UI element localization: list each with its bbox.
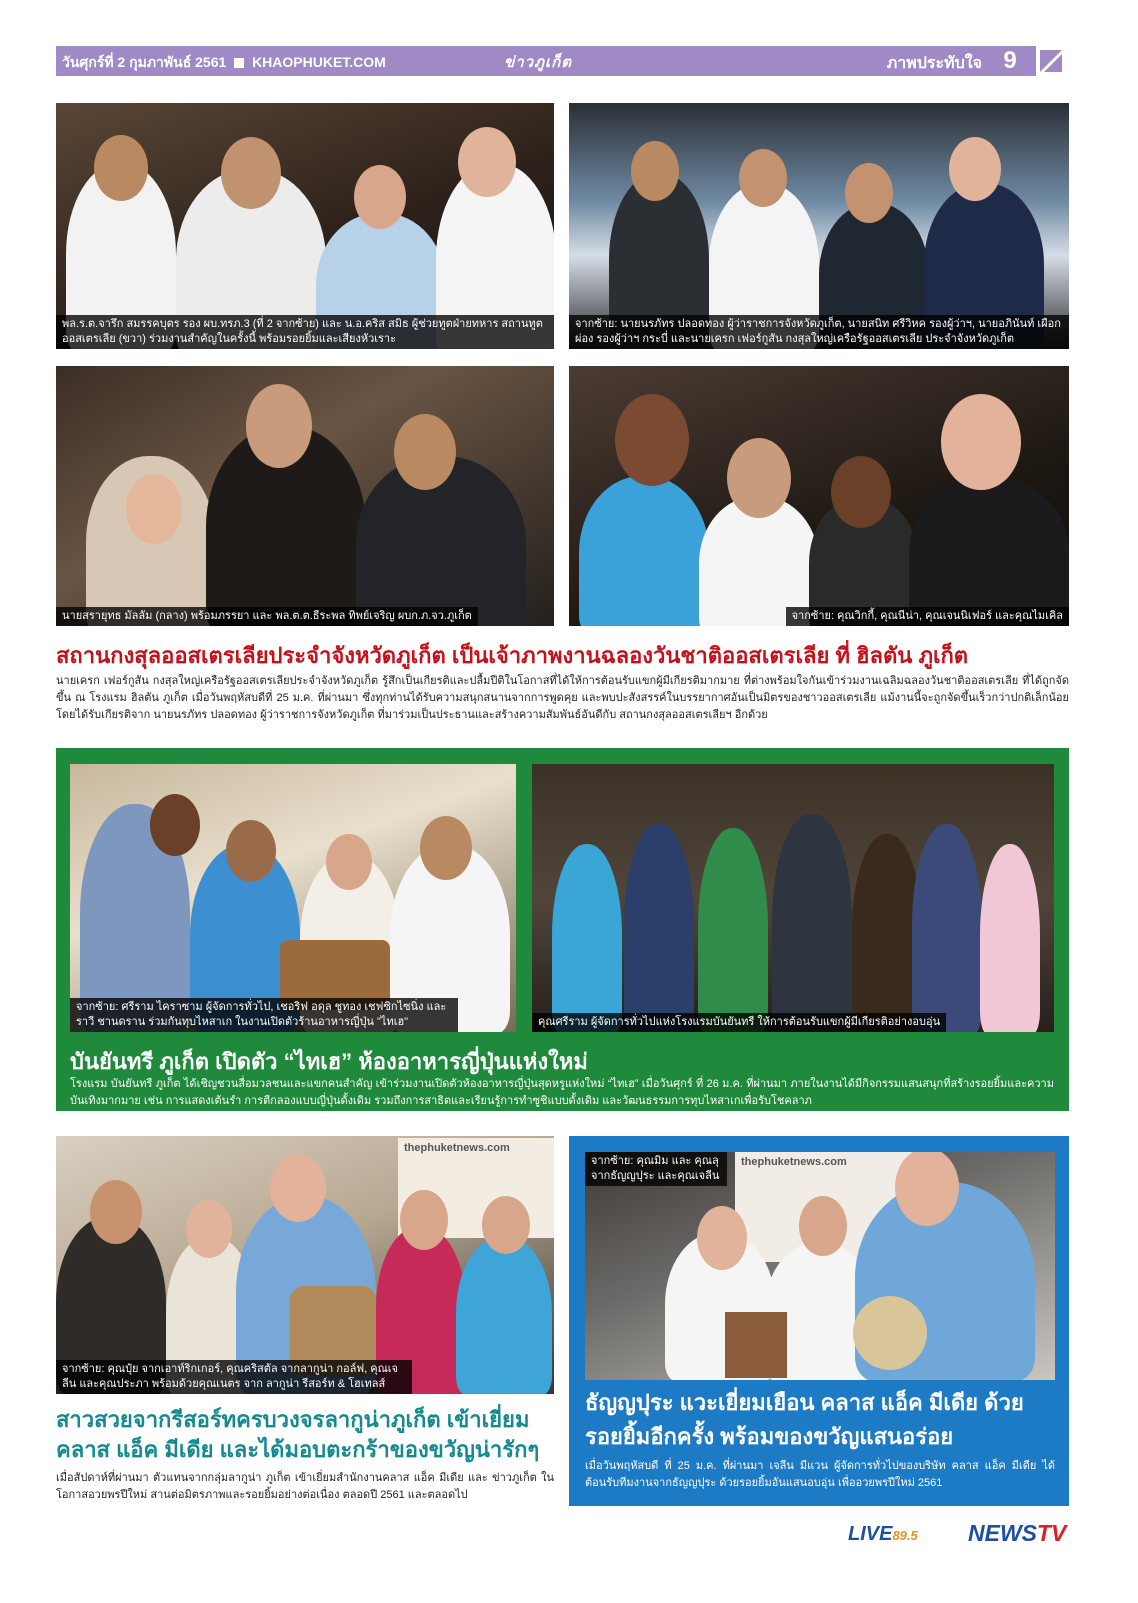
photo-caption: จากซ้าย: คุณมิม และ คุณลุ จากธัญญปุระ และคุณเจลีน <box>585 1152 727 1186</box>
photo-couple-police <box>56 366 554 626</box>
photo-caption: จากซ้าย: คุณปุ๋ย จากเอาท์ริกเกอร์, คุณคริสตัล จากลากูน่า กอล์ฟ, คุณเจลีน และคุณประภา พร้อมด้วยคุณเนตร จาก ลากูน่า รีสอร์ท & โฮเทลส์ <box>56 1360 412 1394</box>
photo-laguna-visit <box>56 1136 554 1394</box>
photo-thanyapura-visit <box>585 1152 1055 1380</box>
banner-text: thephuketnews.com <box>741 1156 847 1168</box>
article-body: โรงแรม บันยันทรี ภูเก็ต ได้เชิญชวนสื่อมวลชนและแขกคนสำคัญ เข้าร่วมงานเปิดตัวห้องอาหารญี่ปุ่นสุดหรูแห่งใหม่ “ไทเฮ” เมื่อวันศุกร์ ที่ 26 ม.ค. ที่ผ่านมา ภายในงานได้มีกิจกรรมแสนสนุกที่สร้างรอยยิ้มและความบันเทิงมากมาย เช่น การแสดงเต้นรำ การตีกลองแบบญี่ปุ่นดั้งเดิม รวมถึงการสาธิตและเรียนรู้การทำซูชิแบบดั้งเดิม และวัฒนธรรมการทุบไหสาเกเพื่อรับโชคลาภ <box>70 1078 1054 1107</box>
photo-caption: นายสรายุทธ มัลลัม (กลาง) พร้อมภรรยา และ พล.ต.ต.ธีระพล ทิพย์เจริญ ผบก.ภ.จว.ภูเก็ต <box>56 607 478 626</box>
article-body: เมื่อวันพฤหัสบดี ที่ 25 ม.ค. ที่ผ่านมา เจลีน มีแวน ผู้จัดการทั่วไปของบริษัท คลาส แอ็ค มีเดีย ได้ต้อนรับทีมงานจากธัญญปุระ ด้วยรอยยิ้มอันแสนอบอุ่น เพื่ออวยพรปีใหม่ 2561 <box>585 1460 1055 1489</box>
live-logo-text: LIVE <box>848 1523 893 1545</box>
section-title: ภาพประทับใจ <box>886 55 982 72</box>
article-headline: สาวสวยจากรีสอร์ทครบวงจรลากูน่าภูเก็ต เข้าเยี่ยม คลาส แอ็ค มีเดีย และได้มอบตะกร้าของขวัญน่ารักๆ <box>56 1407 540 1462</box>
article-body: เมื่อสัปดาห์ที่ผ่านมา ตัวแทนจากกลุ่มลากูน่า ภูเก็ต เข้าเยี่ยมสำนักงานคลาส แอ็ค มีเดีย และ ข่าวภูเก็ต ในโอกาสอวยพรปีใหม่ สานต่อมิตรภาพและรอยยิ้มอย่างต่อเนื่อง ตลอดปี 2561 และตลอดไป <box>56 1472 554 1501</box>
header-date-site <box>62 52 386 74</box>
photo-navy-officers <box>56 103 554 349</box>
article-body: นายเครก เฟอร์กูสัน กงสุลใหญ่เครือรัฐออสเตรเลียประจำจังหวัดภูเก็ต รู้สึกเป็นเกียรติและปลื้มปีติในโอกาสที่ได้ให้การต้อนรับแขกผู้มีเกียรติมากมาย ที่ต่างพร้อมใจกันเข้าร่วมงานเฉลิมฉลองวันชาติออสเตรเลีย ที่ได้ถูกจัดขึ้น ณ โรงแรม ฮิลตัน ภูเก็ต เมื่อวันพฤหัสบดีที่ 25 ม.ค. ที่ผ่านมา ซึ่งทุกท่านได้รับความสนุกสนานจากการพูดคุย และพบปะสังสรรค์ในบรรยากาศอันเป็นมิตรของชาวออสเตรเลีย แม้งานนี้จะถูกจัดขึ้นเร็วกว่าปกติเล็กน้อย โดยได้รับเกียรติจาก นายนรภัทร ปลอดทอง ผู้ว่าราชการจังหวัดภูเก็ต ที่มาร่วมเป็นประธานและสร้างความสัมพันธ์อันดีกับ สถานกงสุลออสเตรเลียฯ อีกด้วย <box>56 675 1069 721</box>
corner-mark-icon <box>1036 46 1066 76</box>
photo-caption: พล.ร.ต.จารึก สมรรคบุตร รอง ผบ.ทรภ.3 (ที่ 2 จากซ้าย) และ น.อ.คริส สมิธ ผู้ช่วยทูตฝ่ายทหาร สถานทูตออสเตรเลีย (ขวา) ร่วมงานสำคัญในครั้งนี้ พร้อมรอยยิ้มและเสียงหัวเราะ <box>56 315 554 349</box>
cookie-tin <box>853 1296 927 1370</box>
page-header <box>56 46 1066 76</box>
news-logo-text: NEWS <box>968 1520 1037 1546</box>
masthead-logo: ข่าวภูเก็ต <box>504 54 572 71</box>
photo-caption: จากซ้าย: คุณวิกกี้, คุณนีน่า, คุณเจนนิเฟอร์ และคุณไมเคิล <box>786 607 1069 626</box>
photo-caption: คุณศรีราม ผู้จัดการทั่วไปแห่งโรงแรมบันยันทรี ให้การต้อนรับแขกผู้มีเกียรติอย่างอบอุ่น <box>532 1013 946 1032</box>
article-headline: ธัญญปุระ แวะเยี่ยมเยือน คลาส แอ็ค มีเดีย ด้วยรอยยิ้มอีกครั้ง พร้อมของขวัญแสนอร่อย <box>585 1390 1024 1449</box>
article-headline: บันยันทรี ภูเก็ต เปิดตัว “ไทเฮ” ห้องอาหารญี่ปุ่นแห่งใหม่ <box>70 1049 588 1074</box>
photo-governor-stage <box>569 103 1069 349</box>
photo-caption: จากซ้าย: ศรีราม ไคราซาม ผู้จัดการทั่วไป, เชอริฟ อดุล ชูทอง เชฟซิกไซนิ่ง และ ราวี ชานดราน ร่วมกันทุบไหสาเก ในงานเปิดตัวร้านอาหารญี่ปุ่น "ไทเฮ" <box>70 998 458 1032</box>
photo-kimono-guests <box>532 764 1054 1032</box>
photo-sake-breaking <box>70 764 516 1032</box>
live-frequency: 89.5 <box>892 1528 918 1543</box>
page-number: 9 <box>1003 47 1017 74</box>
header-date: วันศุกร์ที่ 2 กุมภาพันธ์ 2561 <box>62 54 227 70</box>
live-radio-logo <box>848 1523 918 1546</box>
gift-box <box>725 1312 787 1378</box>
tv-logo-text: TV <box>1037 1520 1067 1546</box>
banner-text: thephuketnews.com <box>404 1142 510 1154</box>
blue-feature-box <box>569 1136 1069 1506</box>
header-site[interactable]: KHAOPHUKET.COM <box>252 54 386 70</box>
article-headline: สถานกงสุลออสเตรเลียประจำจังหวัดภูเก็ต เป็นเจ้าภาพงานฉลองวันชาติออสเตรเลีย ที่ ฮิลตัน ภูเก็ต <box>56 643 969 668</box>
square-bullet-icon <box>234 58 244 68</box>
green-feature-box <box>56 748 1069 1111</box>
photo-four-guests <box>569 366 1069 626</box>
news-tv-logo <box>968 1520 1066 1547</box>
photo-caption: จากซ้าย: นายนรภัทร ปลอดทอง ผู้ว่าราชการจังหวัดภูเก็ต, นายสนิท ศรีวิหค รองผู้ว่าฯ, นายอภินันท์ เผือกผ่อง รองผู้ว่าฯ กระบี่ และนายเครก เฟอร์กูสัน กงสุลใหญ่เครือรัฐออสเตรเลีย ประจำจังหวัดภูเก็ต <box>569 315 1069 349</box>
